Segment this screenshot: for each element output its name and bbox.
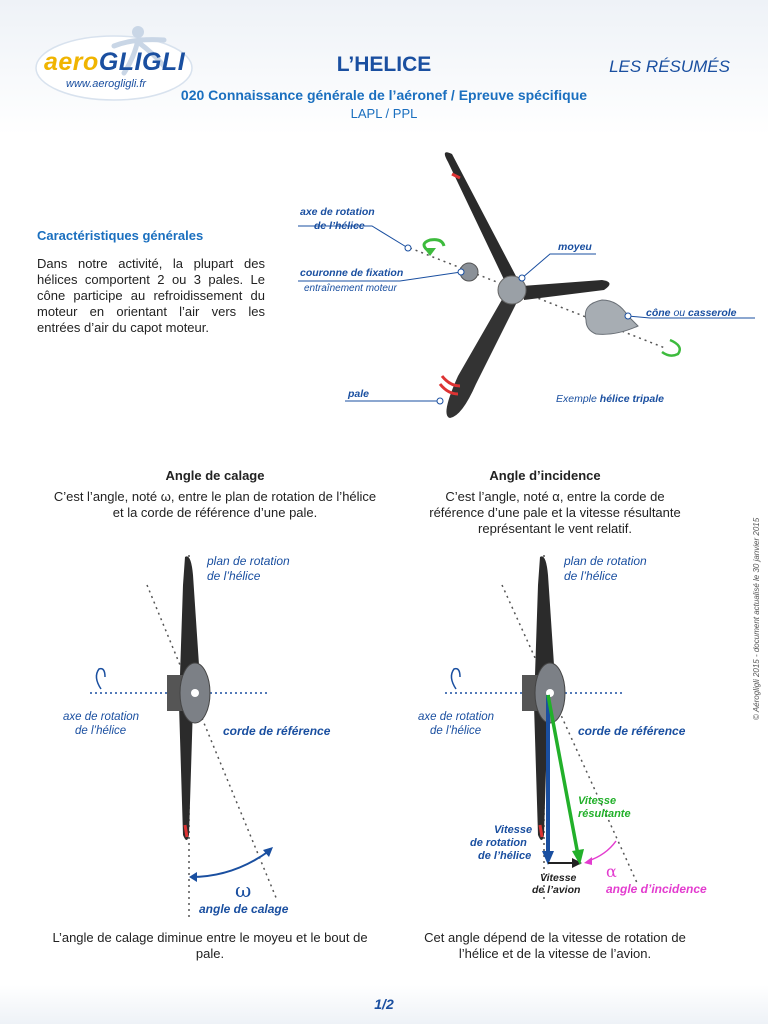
calage-title: Angle de calage [165, 468, 265, 483]
blade-bottom [446, 296, 518, 418]
label-axe-2: de l’hélice [314, 220, 365, 232]
incidence-diagram [410, 545, 730, 910]
calage-label-axe-1: axe de rotation [63, 711, 140, 723]
logo-gligli: GLIGLI [98, 48, 186, 76]
incidence-label-vav-2: de l’avion [532, 884, 581, 896]
label-exemple-group [556, 393, 664, 405]
series-label: LES RÉSUMÉS [609, 57, 730, 76]
incidence-label-vrot-3: de l’hélice [478, 850, 532, 862]
incidence-label-vrot-1: Vitesse [494, 824, 533, 836]
calage-omega-symbol: ω [235, 878, 252, 902]
label-axe-1: axe de rotation [300, 206, 375, 218]
propeller-diagram [290, 140, 760, 430]
calage-text: C’est l’angle, noté ω, entre le plan de rotation de l’hélice et la corde de référence d’une pale. [53, 489, 377, 520]
incidence-label-plan-1: plan de rotation [564, 554, 647, 568]
general-text: Dans notre activité, la plupart des hélices comportent 2 ou 3 pales. Le cône participe au refroidissement du moteur en orientant l’air vers les entrées d’air du capot moteur. [37, 256, 265, 335]
incidence-label-plan-2: de l’hélice [564, 569, 618, 583]
incidence-alpha-symbol: α [606, 862, 617, 881]
incidence-text: C’est l’angle, noté α, entre la corde de référence d’une pale et la vitesse résultante représentant le vent relatif. [429, 489, 681, 536]
label-cone-group [646, 307, 737, 319]
page-title: L’HELICE [336, 53, 432, 76]
page-number: 1/2 [374, 996, 394, 1012]
blade-right [522, 280, 610, 300]
blade-top [445, 152, 518, 288]
label-ou: ou [673, 307, 686, 319]
incidence-note: Cet angle dépend de la vitesse de rotation de l’hélice et de la vitesse de l’avion. [424, 930, 686, 961]
incidence-label-axe-2: de l’hélice [430, 725, 482, 737]
incidence-title: Angle d’incidence [489, 468, 601, 483]
incidence-label-vres-1: Vitesse [578, 795, 617, 807]
label-pale: pale [348, 388, 370, 400]
incidence-label-corde: corde de référence [578, 724, 686, 738]
label-cone: cône [646, 307, 671, 319]
label-casserole: casserole [688, 307, 737, 319]
label-exemple: Exemple [556, 393, 597, 405]
incidence-label-axe-1: axe de rotation [418, 711, 495, 723]
copyright-side-note: © Aérogligli 2015 - document actualisé le 30 janvier 2015 [752, 517, 761, 720]
calage-label-plan-1: plan de rotation [207, 554, 290, 568]
incidence-label-vres-2: résultante [578, 808, 631, 820]
calage-label-plan-2: de l’hélice [207, 569, 261, 583]
incidence-label-vrot-2: de rotation [470, 837, 527, 849]
calage-label-axe-2: de l’hélice [75, 725, 127, 737]
incidence-label-angle: angle d’incidence [606, 882, 707, 896]
calage-diagram [55, 545, 355, 925]
calage-label-angle: angle de calage [199, 902, 289, 916]
level-label: LAPL / PPL [350, 106, 418, 121]
label-couronne: couronne de fixation [300, 267, 404, 279]
page-subtitle: 020 Connaissance générale de l’aéronef / Epreuve spécifique [180, 87, 588, 103]
calage-note: L’angle de calage diminue entre le moyeu et le bout de pale. [52, 930, 368, 961]
logo-aero: aero [44, 48, 99, 76]
label-tripale: hélice tripale [599, 393, 664, 405]
section-title-general: Caractéristiques générales [37, 228, 204, 243]
label-moyeu: moyeu [558, 241, 592, 253]
logo-url[interactable]: www.aerogligli.fr [66, 78, 147, 90]
calage-label-corde: corde de référence [223, 724, 331, 738]
incidence-label-vav-1: Vitesse [540, 872, 577, 884]
label-entrainement: entraînement moteur [304, 283, 397, 294]
